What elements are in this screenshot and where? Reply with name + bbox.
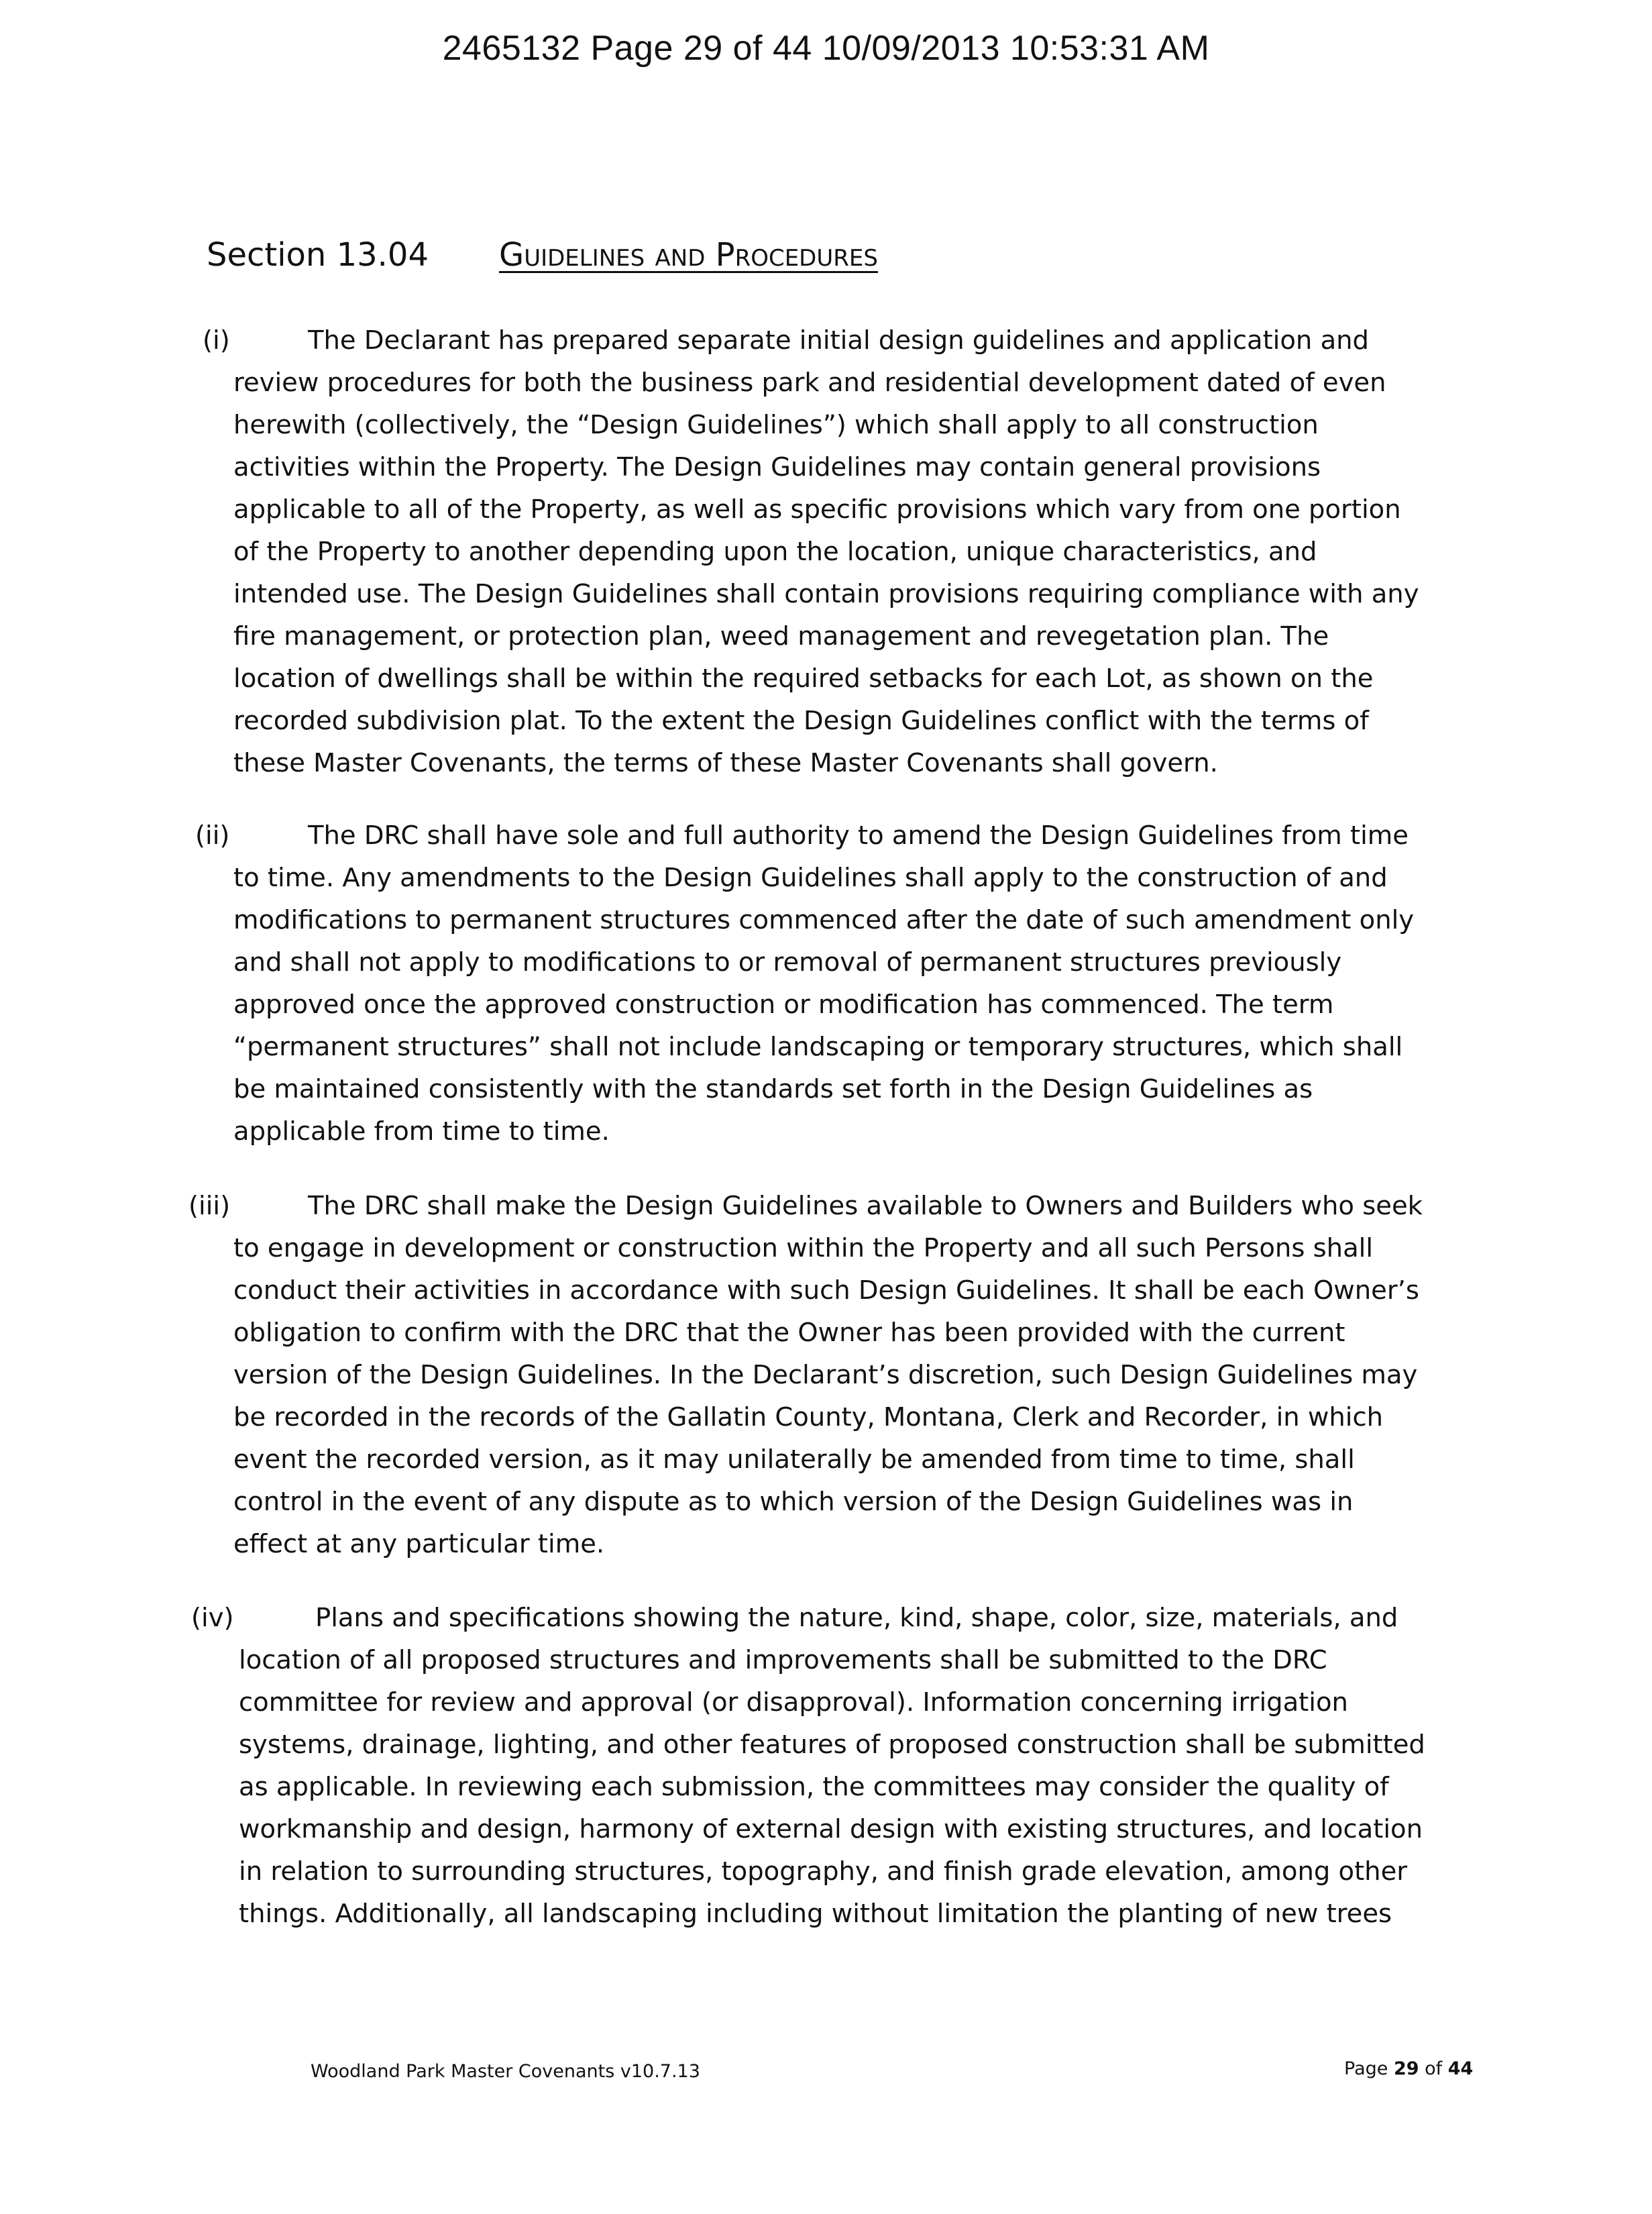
section-heading	[207, 236, 878, 274]
paragraph-line: intended use. The Design Guidelines shall contain provisions requiring compliance with any	[233, 579, 1419, 609]
paragraph-line: obligation to confirm with the DRC that the Owner has been provided with the current	[233, 1318, 1345, 1348]
paragraph-line: activities within the Property. The Design Guidelines may contain general provisions	[233, 452, 1321, 482]
section-title: Guidelines and Procedures	[499, 236, 878, 274]
paragraph-line: these Master Covenants, the terms of these Master Covenants shall govern.	[233, 748, 1218, 778]
paragraph-line: effect at any particular time.	[233, 1529, 605, 1559]
paragraph-label: (iv)	[191, 1603, 234, 1633]
footer-document-name: Woodland Park Master Covenants v10.7.13	[311, 2061, 700, 2082]
paragraph-line: The Declarant has prepared separate initial design guidelines and application and	[308, 325, 1369, 356]
paragraph-line: to engage in development or construction within the Property and all such Persons shall	[233, 1233, 1374, 1263]
footer-page-number	[1344, 2058, 1473, 2079]
paragraph-line: to time. Any amendments to the Design Guidelines shall apply to the construction of and	[233, 863, 1388, 893]
paragraph-line: approved once the approved construction or modification has commenced. The term	[233, 990, 1334, 1020]
paragraph-line: version of the Design Guidelines. In the Declarant’s discretion, such Design Guidelines may	[233, 1360, 1418, 1390]
page-of: of	[1419, 2058, 1448, 2079]
paragraph-line: recorded subdivision plat. To the extent the Design Guidelines conflict with the terms of	[233, 706, 1369, 736]
paragraph-line: The DRC shall have sole and full authority to amend the Design Guidelines from time	[308, 821, 1409, 851]
paragraph-line: systems, drainage, lighting, and other features of proposed construction shall be submitted	[239, 1730, 1425, 1760]
paragraph-line: location of dwellings shall be within the required setbacks for each Lot, as shown on the	[233, 664, 1374, 694]
paragraph-line: things. Additionally, all landscaping including without limitation the planting of new trees	[239, 1899, 1392, 1929]
paragraph-line: applicable from time to time.	[233, 1116, 610, 1147]
paragraph-line: of the Property to another depending upon the location, unique characteristics, and	[233, 537, 1317, 567]
paragraph-line: control in the event of any dispute as to which version of the Design Guidelines was in	[233, 1487, 1354, 1517]
paragraph-line: applicable to all of the Property, as well as specific provisions which vary from one portion	[233, 494, 1401, 525]
paragraph-label: (ii)	[195, 821, 230, 851]
paragraph-line: and shall not apply to modifications to or removal of permanent structures previously	[233, 947, 1342, 978]
current-page: 29	[1393, 2058, 1419, 2079]
paragraph-line: conduct their activities in accordance with such Design Guidelines. It shall be each Owner’s	[233, 1275, 1419, 1306]
paragraph-label: (i)	[203, 325, 230, 356]
paragraph-line: “permanent structures” shall not include landscaping or temporary structures, which shall	[233, 1032, 1403, 1062]
paragraph-line: review procedures for both the business park and residential development dated of even	[233, 368, 1386, 398]
page-prefix: Page	[1344, 2058, 1394, 2079]
paragraph-line: in relation to surrounding structures, topography, and finish grade elevation, among other	[239, 1856, 1408, 1887]
paragraph-line: fire management, or protection plan, weed management and revegetation plan. The	[233, 621, 1329, 651]
paragraph-line: modifications to permanent structures commenced after the date of such amendment only	[233, 905, 1415, 935]
section-number: Section 13.04	[207, 236, 429, 274]
paragraph-line: committee for review and approval (or disapproval). Information concerning irrigation	[239, 1687, 1348, 1718]
paragraph-label: (iii)	[188, 1191, 231, 1221]
paragraph-line: herewith (collectively, the “Design Guidelines”) which shall apply to all construction	[233, 410, 1319, 440]
paragraph-line: be recorded in the records of the Gallatin County, Montana, Clerk and Recorder, in which	[233, 1402, 1384, 1432]
paragraph-line: be maintained consistently with the standards set forth in the Design Guidelines as	[233, 1074, 1313, 1104]
paragraph-line: Plans and specifications showing the nature, kind, shape, color, size, materials, and	[315, 1603, 1398, 1633]
paragraph-line: workmanship and design, harmony of external design with existing structures, and location	[239, 1814, 1423, 1844]
total-pages: 44	[1447, 2058, 1474, 2079]
paragraph-line: as applicable. In reviewing each submission, the committees may consider the quality of	[239, 1772, 1389, 1802]
paragraph-line: location of all proposed structures and improvements shall be submitted to the DRC	[239, 1645, 1327, 1675]
paragraph-line: The DRC shall make the Design Guidelines available to Owners and Builders who seek	[308, 1191, 1423, 1221]
recording-stamp: 2465132 Page 29 of 44 10/09/2013 10:53:31 AM	[442, 29, 1210, 68]
paragraph-line: event the recorded version, as it may unilaterally be amended from time to time, shall	[233, 1444, 1355, 1475]
